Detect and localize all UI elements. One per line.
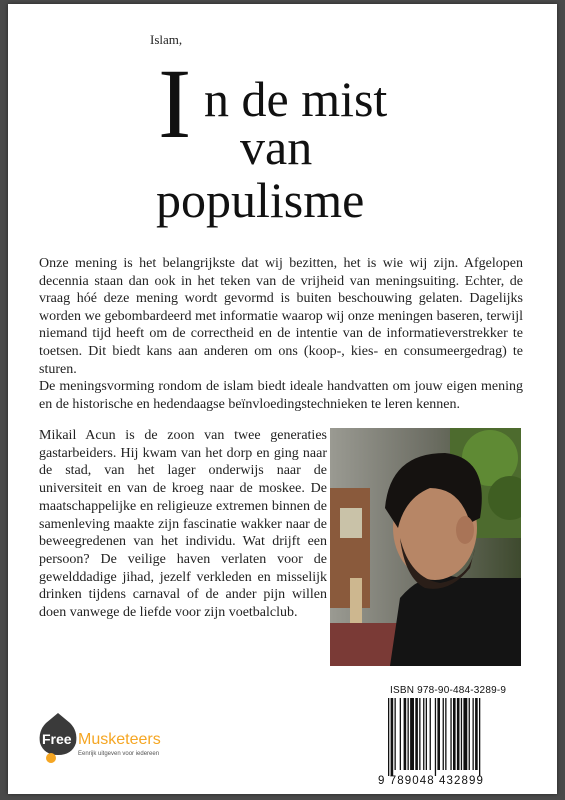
barcode-digits: 9 789048 432899 [378,775,485,787]
barcode-bar [388,698,389,776]
title-line-3: populisme [156,172,365,228]
intro-text [39,255,523,413]
barcode-bar [450,698,451,770]
barcode-bar [404,698,407,770]
barcode-bar [479,698,480,776]
publisher-name-musketeers: Musketeers [78,731,161,748]
barcode-bar [435,698,436,776]
barcode-bar [415,698,418,770]
title-line-2: van [240,119,313,175]
barcode-bar [395,698,396,770]
barcode-bar [473,698,474,770]
barcode-bar [469,698,470,770]
isbn-barcode [388,698,520,776]
barcode-bar [475,698,478,770]
author-bio: Mikail Acun is de zoon van twee generaties gastarbeiders. Hij kwam van het dorp en ging naar de stad, van het lager onderwijs naar de universiteit en van de kroeg naar de moskee. De maatschappelijke en religieuze extremen binnen de samenleving maakte zijn fascinatie wakker naar de beweegredenen van het individu. Wat drijft een persoon? De veilige haven verlaten voor de gewelddadige jihad, jezelf verkleden en misselijk drinken tijdens carnaval of de ander pijn willen doen vanwege de liefde voor zijn voetbalclub. [39,428,327,621]
intro-paragraph-1: Onze mening is het belangrijkste dat wij bezitten, het is wie wij zijn. Afgelopen decennia staan dan ook in het teken van de vrijheid van meningsuiting. Echter, de vraag hóé deze mening wordt gevormd is buiten beschouwing gelaten. Dagelijks worden we gebombardeerd met informatie waarop wij onze meningen baseren, terwijl niemand tijd heeft om de correctheid en de intentie van de informatieverstrekker te toetsen. Dit biedt kans aan anderen om ons (koop-, kies- en consumeergedrag) te sturen. [39,256,523,377]
barcode-bar [391,698,394,776]
barcode-bar [419,698,420,770]
author-photo-image [330,428,521,666]
publisher-logo [36,709,206,769]
isbn-label: ISBN 978-90-484-3289-9 [390,685,507,696]
barcode-bar [443,698,444,770]
barcode-bar [457,698,460,770]
barcode-bar [445,698,446,770]
barcode-bar [463,698,467,770]
back-cover [8,4,557,794]
barcode-bar [437,698,440,770]
barcode-bar [410,698,414,770]
title-initial: I [158,48,192,159]
title-line-1: n de mist [204,71,388,127]
publisher-name-free: Free [42,731,72,747]
barcode-bar [430,698,431,770]
barcode-bar [423,698,424,770]
author-photo [330,428,521,666]
barcode-bar [426,698,427,770]
intro-paragraph-2: De meningsvorming rondom de islam biedt ideale handvatten om jouw eigen mening en de historische en hedendaagse beïnvloedingstechnieken te leren kennen. [39,379,523,412]
publisher-tagline: Eenrijk uitgeven voor iedereen [78,751,160,757]
barcode-bar [461,698,462,770]
title-kicker: Islam, [150,32,183,47]
barcode-bar [453,698,456,770]
barcode-bar [408,698,409,770]
barcode-bar [400,698,401,770]
